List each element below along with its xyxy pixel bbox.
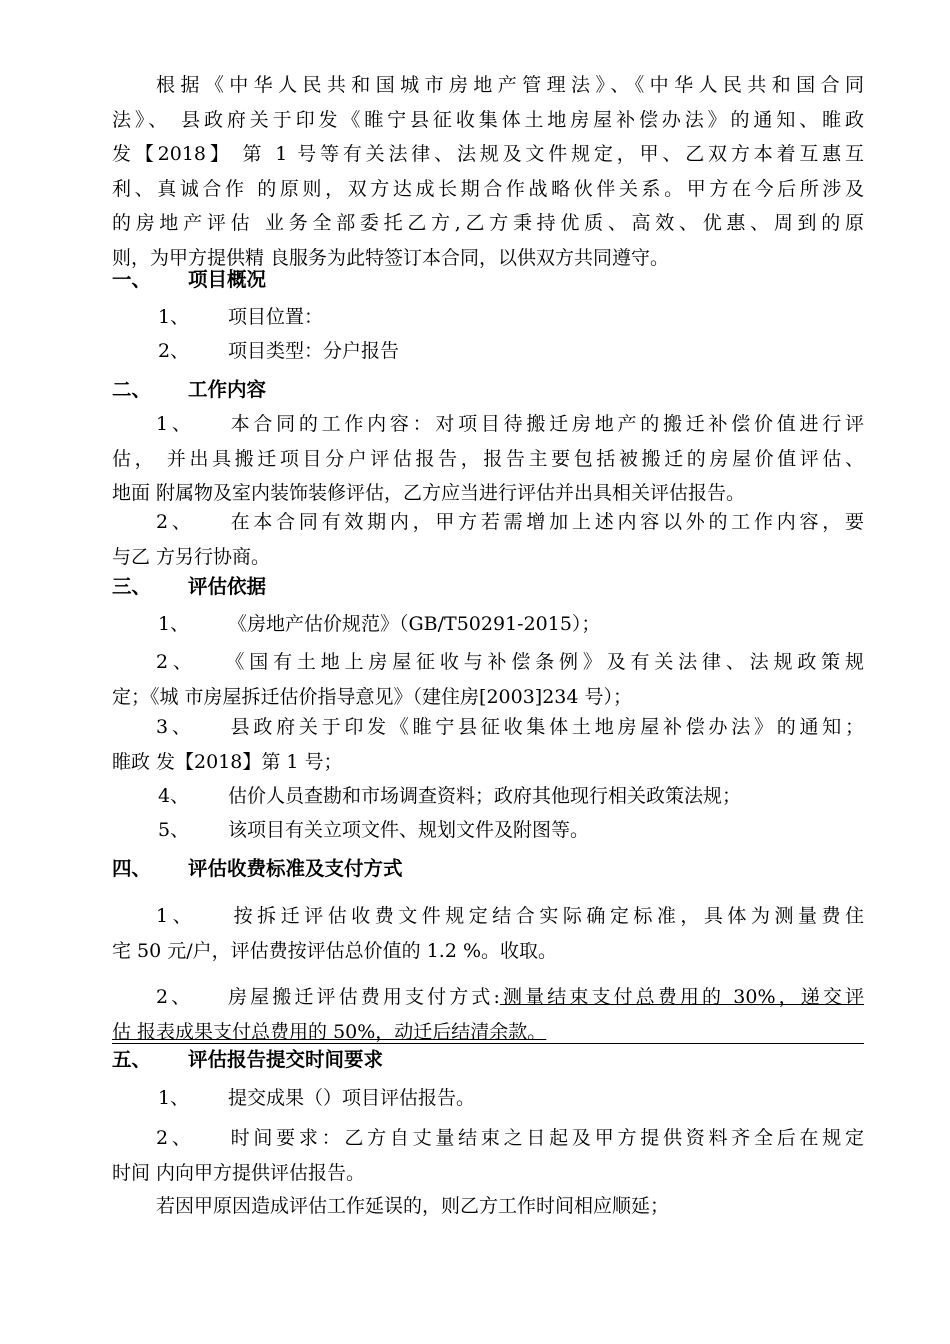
paragraph [112, 505, 864, 574]
section-title: 工作内容 [188, 378, 267, 401]
paragraph-line: 睢政 发【2018】第 1 号； [112, 750, 343, 773]
list-item [158, 334, 399, 368]
paragraph-line: 时间 内向甲方提供评估报告。 [112, 1161, 366, 1184]
paragraph-line: 1、 本合同的工作内容：对项目待搬迁房地产的搬迁补偿价值进行评 [156, 413, 864, 435]
paragraph [112, 710, 864, 779]
section-number: 一、 [112, 268, 152, 291]
list-item [158, 607, 600, 641]
intro-line: 根据《中华人民共和国城市房地产管理法》、《中华人民共和国合同 [156, 74, 864, 96]
payment-label: 2、 房屋搬迁评估费用支付方式: [156, 986, 500, 1008]
payment-terms: 估 报表成果支付总费用的 50%，动迁后结清余款。 [112, 1020, 547, 1043]
paragraph [112, 980, 864, 1049]
paragraph [112, 1189, 864, 1224]
section-number: 五、 [112, 1048, 152, 1071]
paragraph-line: 2、 在本合同有效期内，甲方若需增加上述内容以外的工作内容，要 [156, 511, 864, 533]
section-title: 评估报告提交时间要求 [188, 1048, 384, 1071]
item-number: 2、 [158, 340, 190, 362]
list-item [158, 779, 741, 813]
paragraph-line: 地面 附属物及室内装饰装修评估，乙方应当进行评估并出具相关评估报告。 [112, 482, 746, 504]
section-heading-4 [112, 852, 403, 886]
intro-line: 则，为甲方提供精 良服务为此特签订本合同，以供双方共同遵守。 [112, 246, 670, 269]
item-text: 提交成果（）项目评估报告。 [228, 1087, 476, 1109]
paragraph [112, 899, 864, 968]
section-heading-1 [112, 263, 266, 297]
list-item [158, 300, 323, 334]
paragraph-line: 2、 《国有土地上房屋征收与补偿条例》及有关法律、法规政策规 [156, 651, 864, 673]
item-number: 5、 [158, 819, 190, 841]
payment-terms: 测量结束支付总费用的 30%，递交评 [499, 986, 864, 1008]
section-number: 四、 [112, 857, 152, 880]
item-text: 项目类型：分户报告 [228, 340, 400, 362]
item-text: 《房地产估价规范》（GB/T50291-2015）； [228, 613, 601, 635]
intro-line: 利、真诚合作 的原则，双方达成长期合作战略伙伴关系。甲方在今后所涉及 [112, 177, 864, 200]
section-heading-5 [112, 1043, 383, 1077]
section-heading-2 [112, 373, 266, 407]
paragraph-line: 宅 50 元/户，评估费按评估总价值的 1.2 %。收取。 [112, 939, 558, 962]
intro-paragraph [112, 68, 864, 275]
list-item [158, 1081, 475, 1115]
item-number: 1、 [158, 1087, 190, 1109]
paragraph-line: 3、 县政府关于印发《睢宁县征收集体土地房屋补偿办法》的通知； [156, 716, 864, 738]
paragraph-line [112, 980, 864, 1015]
intro-line: 发【2018】 第 1 号等有关法律、法规及文件规定，甲、乙双方本着互惠互 [112, 143, 864, 165]
section-number: 三、 [112, 575, 152, 598]
paragraph-line: 若因甲原因造成评估工作延误的，则乙方工作时间相应顺延； [156, 1195, 670, 1217]
paragraph [112, 407, 864, 511]
paragraph-line: 定；《城 市房屋拆迁估价指导意见》（建住房[2003]234 号）； [112, 685, 633, 708]
item-number: 4、 [158, 785, 190, 807]
intro-line: 的房地产评估 业务全部委托乙方,乙方秉持优质、高效、优惠、周到的原 [112, 212, 864, 234]
paragraph-line: 1、 按拆迁评估收费文件规定结合实际确定标准，具体为测量费住 [156, 905, 864, 927]
section-title: 评估收费标准及支付方式 [188, 857, 403, 880]
paragraph-line: 估， 并出具搬迁项目分户评估报告，报告主要包括被搬迁的房屋价值评估、 [112, 447, 864, 470]
item-number: 1、 [158, 306, 190, 328]
paragraph [112, 645, 864, 714]
section-number: 二、 [112, 378, 152, 401]
intro-line: 法》、 县政府关于印发《睢宁县征收集体土地房屋补偿办法》的通知、睢政 [112, 108, 864, 131]
section-title: 评估依据 [188, 575, 267, 598]
paragraph-line: 2、 时间要求：乙方自丈量结束之日起及甲方提供资料齐全后在规定 [156, 1127, 864, 1149]
paragraph [112, 1121, 864, 1190]
item-text: 该项目有关立项文件、规划文件及附图等。 [228, 819, 590, 841]
paragraph-line: 与乙 方另行协商。 [112, 545, 271, 568]
item-number: 1、 [158, 613, 190, 635]
item-text: 估价人员查勘和市场调查资料；政府其他现行相关政策法规； [228, 785, 742, 807]
section-heading-3 [112, 570, 266, 604]
item-text: 项目位置： [228, 306, 324, 328]
section-title: 项目概况 [188, 268, 267, 291]
list-item [158, 813, 589, 847]
